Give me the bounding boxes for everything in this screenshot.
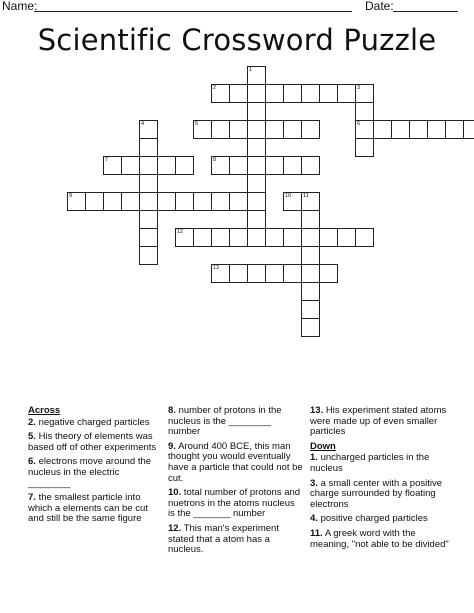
grid-cell[interactable]: [283, 120, 302, 139]
clue-down-4: 4. positive charged particles: [310, 513, 428, 525]
cell-number: 6: [357, 121, 361, 127]
grid-cell[interactable]: [121, 156, 140, 175]
grid-cell[interactable]: [175, 192, 194, 211]
grid-cell[interactable]: [103, 192, 122, 211]
grid-cell[interactable]: [211, 84, 230, 103]
clue-down-11: 11. A greek word with the meaning, "not able to be divided": [310, 527, 449, 550]
grid-cell[interactable]: [103, 156, 122, 175]
grid-cell[interactable]: [85, 192, 104, 211]
grid-cell[interactable]: [337, 228, 356, 247]
across-heading: Across: [28, 405, 61, 416]
grid-cell[interactable]: [247, 264, 266, 283]
grid-cell[interactable]: [139, 120, 158, 139]
grid-cell[interactable]: [211, 228, 230, 247]
grid-cell[interactable]: [139, 228, 158, 247]
grid-cell[interactable]: [229, 84, 248, 103]
cell-number: 8: [213, 157, 217, 163]
grid-cell[interactable]: [283, 192, 302, 211]
cell-number: 13: [213, 265, 220, 271]
grid-cell[interactable]: [283, 228, 302, 247]
grid-cell[interactable]: [229, 228, 248, 247]
grid-cell[interactable]: [373, 120, 392, 139]
grid-cell[interactable]: [121, 192, 140, 211]
grid-cell[interactable]: [247, 174, 266, 193]
grid-cell[interactable]: [247, 120, 266, 139]
clue-across-13: 13. His experiment stated atoms were made up of even smaller particles: [310, 405, 447, 438]
grid-cell[interactable]: [319, 228, 338, 247]
grid-cell[interactable]: [283, 264, 302, 283]
grid-cell[interactable]: [211, 264, 230, 283]
grid-cell[interactable]: [301, 228, 320, 247]
grid-cell[interactable]: [427, 120, 446, 139]
grid-cell[interactable]: [247, 138, 266, 157]
clue-across-12: 12. This man's experiment stated that a atom has a nucleus.: [168, 522, 279, 556]
grid-cell[interactable]: [301, 300, 320, 319]
grid-cell[interactable]: [193, 192, 212, 211]
grid-cell[interactable]: [139, 174, 158, 193]
grid-cell[interactable]: [301, 156, 320, 175]
grid-cell[interactable]: [139, 246, 158, 265]
clue-across-2: 2. negative charged particles: [28, 416, 150, 428]
clue-across-5: 5. His theory of elements was based off of other experiments: [28, 431, 157, 453]
grid-cell[interactable]: [265, 264, 284, 283]
grid-cell[interactable]: [211, 192, 230, 211]
grid-cell[interactable]: [229, 192, 248, 211]
grid-cell[interactable]: [139, 138, 158, 157]
grid-cell[interactable]: [193, 228, 212, 247]
grid-cell[interactable]: [265, 228, 284, 247]
cell-number: 2: [213, 85, 217, 91]
grid-cell[interactable]: [355, 228, 374, 247]
date-label: Date:: [365, 0, 394, 13]
down-heading: Down: [310, 440, 336, 452]
name-label: Name:: [2, 0, 38, 13]
grid-cell[interactable]: [301, 84, 320, 103]
grid-cell[interactable]: [355, 84, 374, 103]
grid-cell[interactable]: [139, 192, 158, 211]
clues-column-2: [168, 406, 304, 560]
grid-cell[interactable]: [337, 84, 356, 103]
grid-cell[interactable]: [355, 102, 374, 121]
grid-cell[interactable]: [301, 192, 320, 211]
cell-number: 11: [303, 193, 309, 199]
grid-cell[interactable]: [247, 192, 266, 211]
grid-cell[interactable]: [175, 228, 194, 247]
grid-cell[interactable]: [247, 102, 266, 121]
cell-number: 3: [357, 85, 361, 91]
grid-cell[interactable]: [139, 156, 158, 175]
grid-cell[interactable]: [409, 120, 428, 139]
cell-number: 12: [177, 229, 184, 235]
clue-across-9: 9. Around 400 BCE, this man thought you would eventually have a particle that could not be cut.: [168, 440, 303, 484]
clue-across-7: 7. the smallest particle into which a elements can be cut and still be the same figure: [28, 492, 148, 525]
grid-cell[interactable]: [301, 246, 320, 265]
grid-cell[interactable]: [319, 84, 338, 103]
grid-cell[interactable]: [229, 264, 248, 283]
grid-cell[interactable]: [247, 210, 266, 229]
clue-across-10: 10. total number of protons and nuetrons in the atoms nucleus is the _______ number: [168, 487, 301, 520]
cell-number: 10: [285, 193, 292, 199]
grid-cell[interactable]: [283, 84, 302, 103]
clue-down-3: 3. a small center with a positive charge surrounded by floating electrons: [310, 477, 443, 510]
grid-cell[interactable]: [355, 120, 374, 139]
grid-cell[interactable]: [247, 84, 266, 103]
grid-cell[interactable]: [67, 192, 86, 211]
grid-cell[interactable]: [319, 264, 338, 283]
grid-cell[interactable]: [463, 120, 474, 139]
grid-cell[interactable]: [301, 318, 320, 337]
grid-cell[interactable]: [265, 120, 284, 139]
grid-cell[interactable]: [301, 282, 320, 301]
grid-cell[interactable]: [265, 84, 284, 103]
grid-cell[interactable]: [229, 156, 248, 175]
grid-cell[interactable]: [301, 120, 320, 139]
grid-cell[interactable]: [301, 264, 320, 283]
clues-column-1: [28, 406, 160, 529]
grid-cell[interactable]: [211, 120, 230, 139]
grid-cell[interactable]: [139, 210, 158, 229]
clue-across-8: 8. number of protons in the nucleus is the ________ number: [168, 405, 282, 438]
grid-cell[interactable]: [283, 156, 302, 175]
grid-cell[interactable]: [247, 228, 266, 247]
clue-across-6: 6. electrons move around the nucleus in the electric ________: [28, 456, 152, 489]
grid-cell[interactable]: [229, 120, 248, 139]
grid-cell[interactable]: [211, 156, 230, 175]
grid-cell[interactable]: [445, 120, 464, 139]
cell-number: 1: [249, 67, 253, 73]
grid-cell[interactable]: [157, 192, 176, 211]
grid-cell[interactable]: [265, 156, 284, 175]
grid-cell[interactable]: [193, 120, 212, 139]
grid-cell[interactable]: [247, 66, 266, 85]
clues-column-3: [310, 406, 450, 554]
grid-cell[interactable]: [157, 156, 176, 175]
grid-cell[interactable]: [175, 156, 194, 175]
cell-number: 5: [195, 121, 199, 127]
grid-cell[interactable]: [355, 138, 374, 157]
cell-number: 7: [105, 157, 109, 163]
clue-down-1: 1. uncharged particles in the nucleus: [310, 452, 430, 474]
page-title: Scientific Crossword Puzzle: [37, 23, 437, 57]
grid-cell[interactable]: [391, 120, 410, 139]
cell-number: 4: [141, 121, 145, 127]
grid-cell[interactable]: [301, 210, 320, 229]
cell-number: 9: [69, 193, 73, 199]
grid-cell[interactable]: [247, 156, 266, 175]
